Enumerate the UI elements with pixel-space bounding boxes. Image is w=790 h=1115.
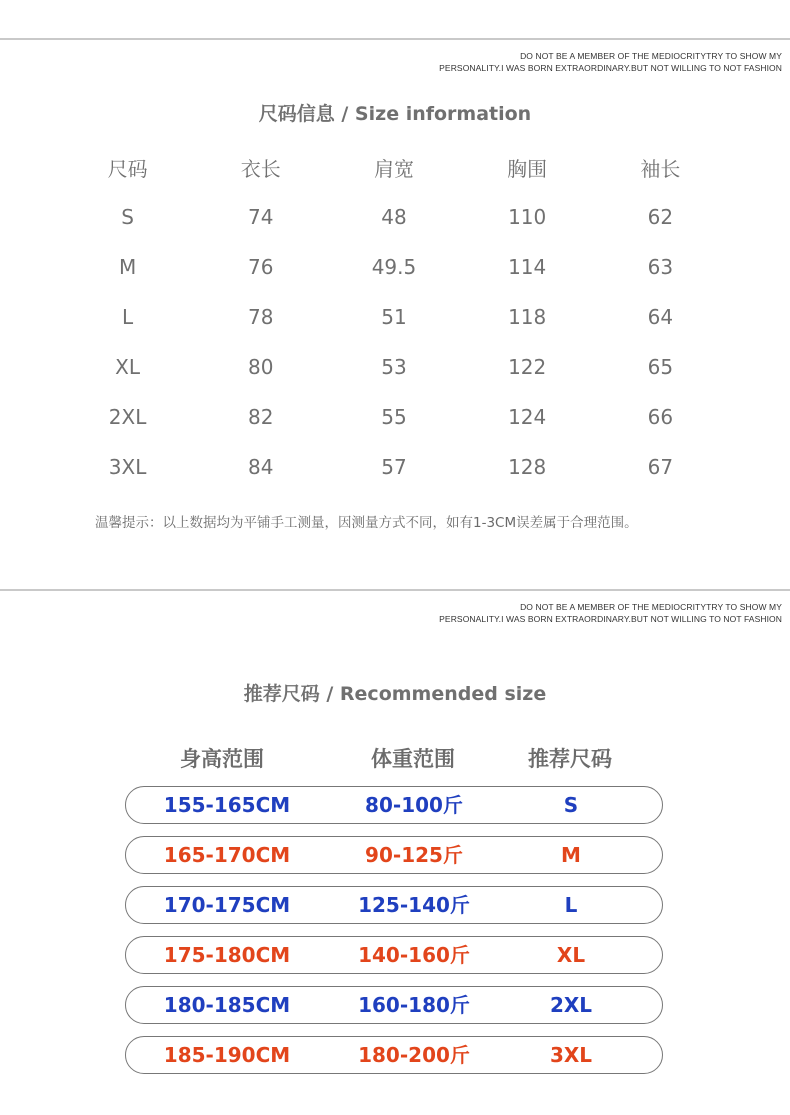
recommended-row <box>125 836 663 874</box>
cell-sleeve: 64 <box>647 305 674 329</box>
cell-size: 3XL <box>108 455 147 479</box>
brand-slogan <box>439 50 782 74</box>
cell-shoulder: 55 <box>381 405 407 429</box>
cell-chest: 110 <box>508 205 547 229</box>
slogan-line-2: PERSONALITY.I WAS BORN EXTRAORDINARY.BUT NOT WILLING TO NOT FASHION <box>439 63 782 73</box>
cell-sleeve: 65 <box>647 355 674 379</box>
recommended-row <box>125 886 663 924</box>
cell-shoulder: 48 <box>381 205 407 229</box>
cell-size: M <box>118 255 137 279</box>
weight-range: 125-140斤 <box>358 893 470 917</box>
header-height-range: 身高范围 <box>180 747 264 771</box>
table-row <box>61 342 727 392</box>
recommended-size: 2XL <box>549 993 593 1017</box>
cell-sleeve: 66 <box>647 405 674 429</box>
height-range: 180-185CM <box>163 993 291 1017</box>
cell-length: 76 <box>248 255 274 279</box>
top-divider <box>0 38 790 40</box>
brand-slogan <box>439 601 782 625</box>
slogan-line-1: DO NOT BE A MEMBER OF THE MEDIOCRITYTRY TO SHOW MY <box>520 51 782 61</box>
cell-length: 82 <box>248 405 274 429</box>
header-length: 衣长 <box>240 156 281 181</box>
recommended-size: M <box>561 843 581 867</box>
table-row <box>61 242 727 292</box>
size-table <box>61 142 727 492</box>
middle-divider <box>0 589 790 591</box>
cell-length: 78 <box>248 305 274 329</box>
slogan-line-1: DO NOT BE A MEMBER OF THE MEDIOCRITYTRY TO SHOW MY <box>520 602 782 612</box>
recommended-size: S <box>563 793 579 817</box>
recommended-size: L <box>564 893 578 917</box>
cell-chest: 114 <box>508 255 547 279</box>
weight-range: 160-180斤 <box>358 993 470 1017</box>
table-row <box>61 192 727 242</box>
recommended-title: 推荐尺码 / Recommended size <box>243 683 547 705</box>
header-size: 尺码 <box>107 156 148 181</box>
header-recommended-size: 推荐尺码 <box>528 747 612 771</box>
cell-sleeve: 62 <box>647 205 674 229</box>
recommended-row <box>125 1036 663 1074</box>
cell-length: 80 <box>248 355 274 379</box>
cell-chest: 122 <box>508 355 547 379</box>
weight-range: 90-125斤 <box>365 843 463 867</box>
cell-size: XL <box>115 355 141 379</box>
header-shoulder: 肩宽 <box>373 156 414 181</box>
slogan-line-2: PERSONALITY.I WAS BORN EXTRAORDINARY.BUT NOT WILLING TO NOT FASHION <box>439 614 782 624</box>
cell-size: S <box>121 205 134 229</box>
table-row <box>61 392 727 442</box>
weight-range: 80-100斤 <box>365 793 463 817</box>
cell-shoulder: 57 <box>381 455 407 479</box>
cell-size: 2XL <box>108 405 147 429</box>
cell-shoulder: 53 <box>381 355 407 379</box>
height-range: 170-175CM <box>163 893 291 917</box>
recommended-header <box>0 743 790 777</box>
cell-chest: 128 <box>508 455 547 479</box>
height-range: 175-180CM <box>163 943 291 967</box>
header-weight-range: 体重范围 <box>371 747 455 771</box>
recommended-row <box>125 986 663 1024</box>
cell-sleeve: 67 <box>647 455 674 479</box>
height-range: 155-165CM <box>163 793 291 817</box>
header-sleeve: 袖长 <box>640 156 681 181</box>
table-row <box>61 292 727 342</box>
cell-sleeve: 63 <box>647 255 674 279</box>
recommended-row <box>125 786 663 824</box>
height-range: 185-190CM <box>163 1043 291 1067</box>
size-info-title: 尺码信息 / Size information <box>258 103 532 125</box>
cell-length: 84 <box>248 455 274 479</box>
recommended-row <box>125 936 663 974</box>
header-chest: 胸围 <box>507 156 548 181</box>
cell-chest: 124 <box>508 405 547 429</box>
size-table-header <box>61 142 727 192</box>
cell-shoulder: 51 <box>381 305 407 329</box>
cell-size: L <box>122 305 134 329</box>
measurement-note: 温馨提示：以上数据均为平铺手工测量，因测量方式不同，如有1-3CM误差属于合理范围。 <box>95 515 638 531</box>
height-range: 165-170CM <box>163 843 291 867</box>
cell-chest: 118 <box>508 305 547 329</box>
cell-shoulder: 49.5 <box>371 255 417 279</box>
recommended-size: XL <box>556 943 586 967</box>
cell-length: 74 <box>248 205 274 229</box>
weight-range: 180-200斤 <box>358 1043 470 1067</box>
weight-range: 140-160斤 <box>358 943 470 967</box>
table-row <box>61 442 727 492</box>
recommended-size: 3XL <box>549 1043 593 1067</box>
